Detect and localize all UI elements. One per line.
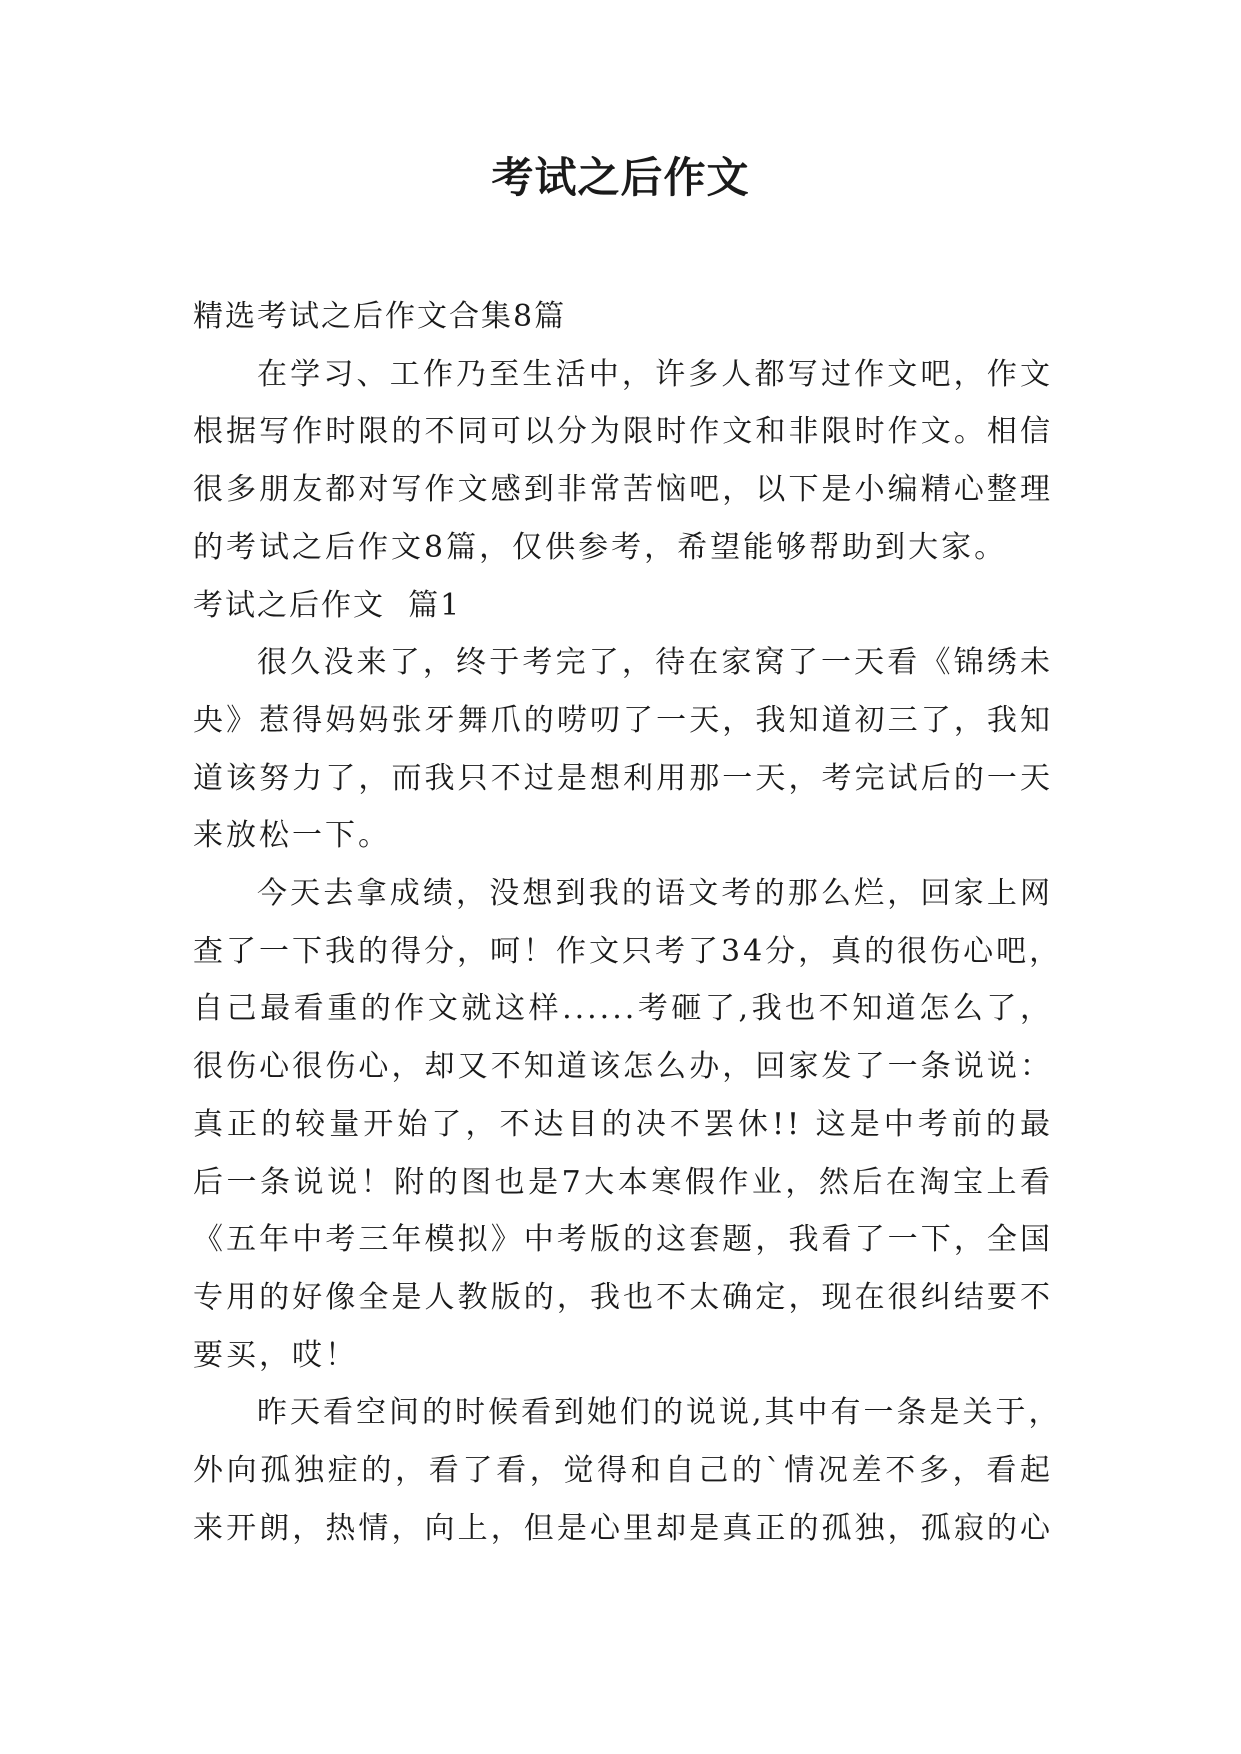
paragraph-line: 根据写作时限的不同可以分为限时作文和非限时作文。相信 — [193, 414, 1053, 450]
paragraph-line: 自己最看重的作文就这样......考砸了,我也不知道怎么了， — [193, 991, 1053, 1027]
paragraph-line: 外向孤独症的，看了看，觉得和自己的`情况差不多，看起 — [193, 1453, 1053, 1489]
paragraph-line: 昨天看空间的时候看到她们的说说,其中有一条是关于， — [257, 1395, 1062, 1431]
paragraph-line: 很多朋友都对写作文感到非常苦恼吧，以下是小编精心整理 — [193, 472, 1053, 508]
paragraph-line: 查了一下我的得分，呵！作文只考了34分，真的很伤心吧， — [193, 933, 1063, 969]
section-heading: 考试之后作文 篇1 — [193, 587, 462, 623]
body-paragraph-1 — [193, 634, 1053, 865]
paragraph-line: 很伤心很伤心，却又不知道该怎么办，回家发了一条说说： — [193, 1049, 1053, 1085]
paragraph-line: 《五年中考三年模拟》中考版的这套题，我看了一下，全国 — [193, 1222, 1053, 1258]
document-title: 考试之后作文 — [491, 153, 750, 202]
body-paragraph-3 — [193, 1384, 1062, 1557]
paragraph-line: 在学习、工作乃至生活中，许多人都写过作文吧，作文 — [257, 356, 1053, 392]
paragraph-line: 来开朗，热情，向上，但是心里却是真正的孤独，孤寂的心 — [193, 1510, 1053, 1546]
paragraph-line: 的考试之后作文8篇，仅供参考，希望能够帮助到大家。 — [193, 529, 1008, 565]
paragraph-line: 央》惹得妈妈张牙舞爪的唠叨了一天，我知道初三了，我知 — [193, 702, 1053, 738]
document-body — [193, 288, 1063, 1557]
paragraph-line: 后一条说说！附的图也是7大本寒假作业，然后在淘宝上看 — [193, 1164, 1053, 1200]
paragraph-line: 道该努力了，而我只不过是想利用那一天，考完试后的一天 — [193, 760, 1053, 796]
body-paragraph-2 — [193, 865, 1063, 1384]
paragraph-line: 来放松一下。 — [193, 818, 391, 854]
paragraph-line: 今天去拿成绩，没想到我的语文考的那么烂，回家上网 — [257, 876, 1053, 912]
paragraph-line: 专用的好像全是人教版的，我也不太确定，现在很纠结要不 — [193, 1279, 1053, 1315]
paragraph-line: 要买，哎！ — [193, 1337, 358, 1373]
intro-paragraph — [193, 346, 1053, 577]
paragraph-line: 很久没来了，终于考完了，待在家窝了一天看《锦绣未 — [257, 645, 1053, 681]
paragraph-line: 真正的较量开始了，不达目的决不罢休!! 这是中考前的最 — [193, 1106, 1053, 1142]
document-subtitle: 精选考试之后作文合集8篇 — [193, 299, 567, 334]
